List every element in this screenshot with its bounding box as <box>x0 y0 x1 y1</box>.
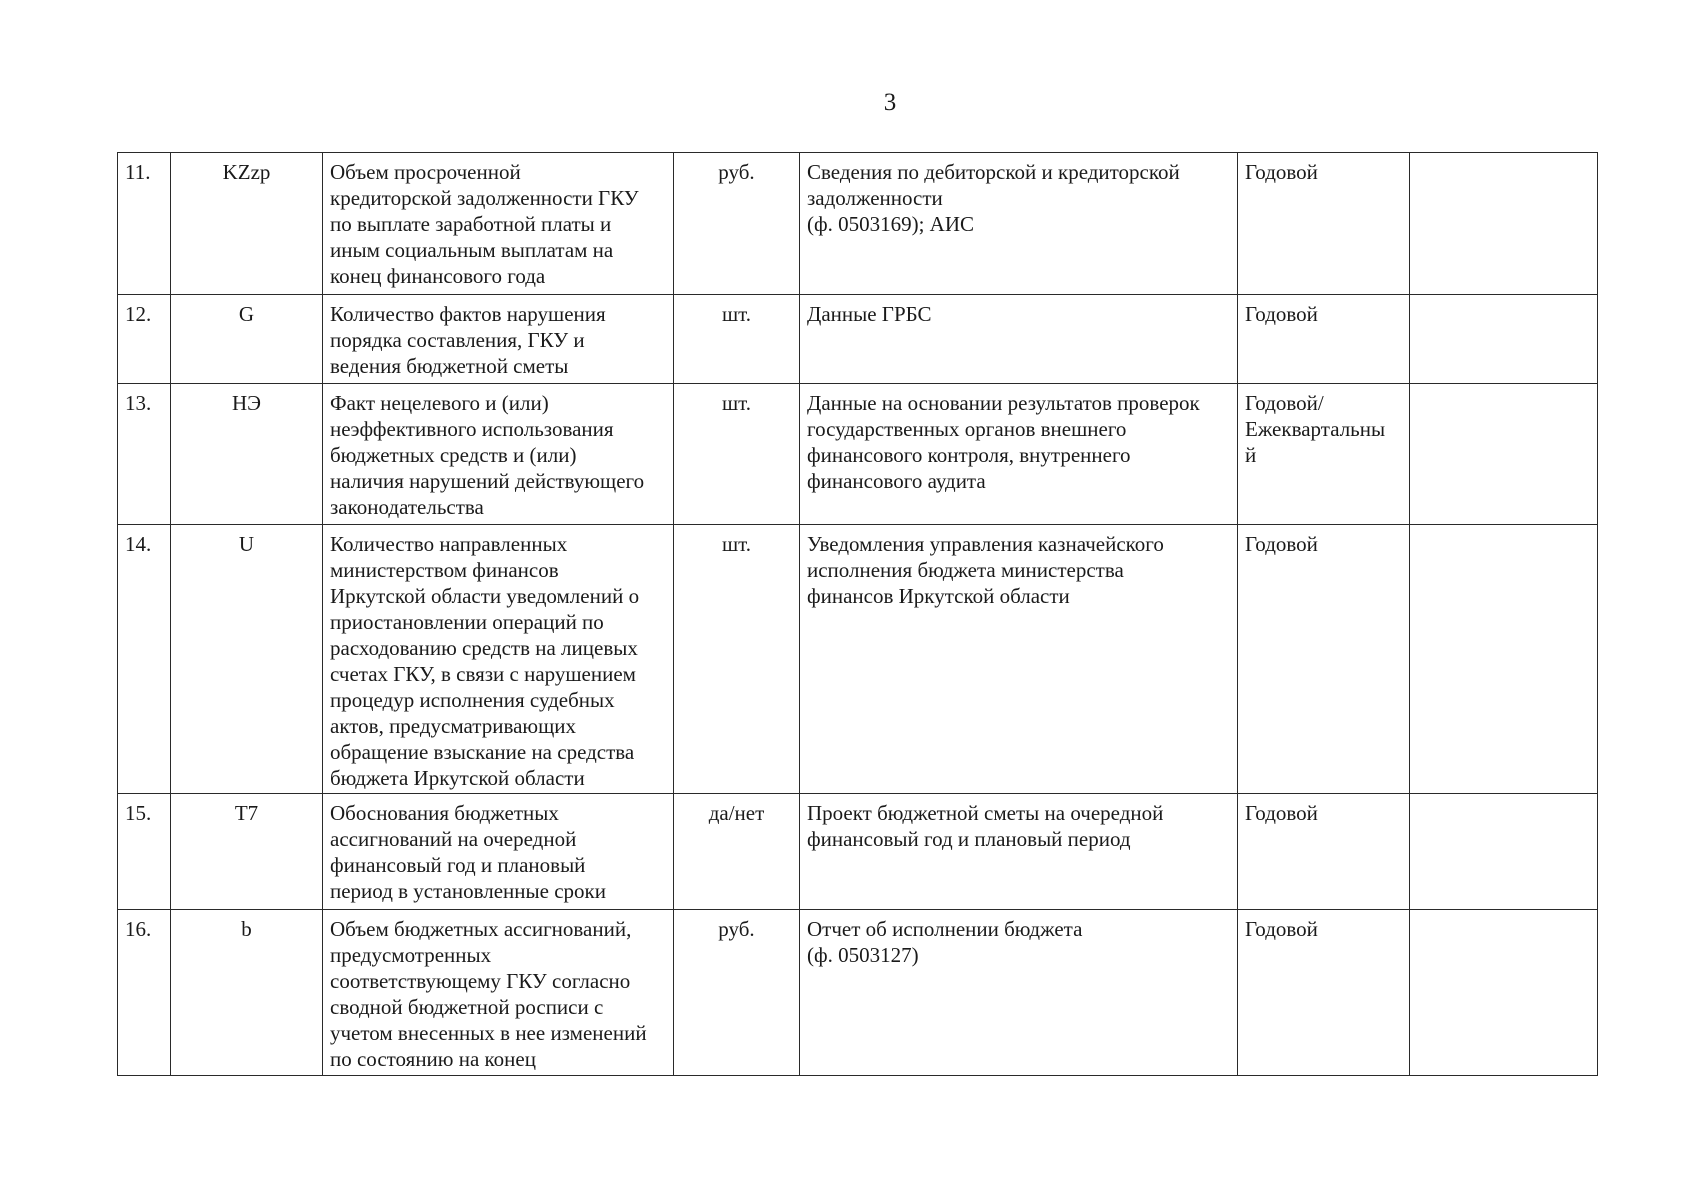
row-number: 14. <box>118 525 171 794</box>
description-text: Обоснования бюджетных ассигнований на очередной финансовый год и плановый период в установленные сроки <box>330 801 606 903</box>
row-number: 15. <box>118 794 171 910</box>
indicator-code: G <box>171 295 323 384</box>
periodicity <box>1238 295 1410 384</box>
row-number: 13. <box>118 384 171 525</box>
unit: да/нет <box>674 794 800 910</box>
data-source <box>800 295 1238 384</box>
period-text: Годовой <box>1245 532 1318 556</box>
table-row <box>118 295 1598 384</box>
data-source <box>800 384 1238 525</box>
row-number: 12. <box>118 295 171 384</box>
table-row <box>118 153 1598 295</box>
indicator-description <box>323 794 674 910</box>
table-row <box>118 525 1598 794</box>
periodicity <box>1238 910 1410 1076</box>
data-source <box>800 153 1238 295</box>
indicators-table <box>117 152 1598 1076</box>
data-source <box>800 794 1238 910</box>
indicator-code: U <box>171 525 323 794</box>
description-text: Количество фактов нарушения порядка составления, ГКУ и ведения бюджетной сметы <box>330 302 606 378</box>
row-number: 11. <box>118 153 171 295</box>
note-cell <box>1410 794 1598 910</box>
periodicity <box>1238 525 1410 794</box>
note-cell <box>1410 910 1598 1076</box>
indicator-description <box>323 525 674 794</box>
source-text: Данные ГРБС <box>807 302 932 326</box>
period-text: Годовой <box>1245 801 1318 825</box>
unit: шт. <box>674 525 800 794</box>
row-number: 16. <box>118 910 171 1076</box>
source-text: Уведомления управления казначейского исполнения бюджета министерства финансов Иркутской области <box>807 532 1164 608</box>
data-source <box>800 525 1238 794</box>
period-text: Годовой/ Ежеквартальны й <box>1245 391 1386 467</box>
description-text: Объем бюджетных ассигнований, предусмотренных соответствующему ГКУ согласно сводной бюджетной росписи с учетом внесенных в нее изменений по состоянию на конец <box>330 917 647 1071</box>
indicator-description <box>323 295 674 384</box>
indicator-description <box>323 153 674 295</box>
table-row <box>118 910 1598 1076</box>
indicator-code: b <box>171 910 323 1076</box>
periodicity <box>1238 794 1410 910</box>
periodicity <box>1238 384 1410 525</box>
description-text: Объем просроченной кредиторской задолженности ГКУ по выплате заработной платы и иным социальным выплатам на конец финансового года <box>330 160 639 288</box>
source-text: Данные на основании результатов проверок государственных органов внешнего финансового контроля, внутреннего финансового аудита <box>807 391 1200 493</box>
page-number: 3 <box>883 89 897 116</box>
description-text: Количество направленных министерством финансов Иркутской области уведомлений о приостановлении операций по расходованию средств на лицевых счетах ГКУ, в связи с нарушением процедур исполнения судебных актов, предусматривающих обращение взыскание на средства бюджета Иркутской области <box>330 532 640 790</box>
period-text: Годовой <box>1245 160 1318 184</box>
note-cell <box>1410 384 1598 525</box>
table-row <box>118 794 1598 910</box>
unit: шт. <box>674 384 800 525</box>
period-text: Годовой <box>1245 302 1318 326</box>
source-text: Сведения по дебиторской и кредиторской задолженности (ф. 0503169); АИС <box>807 160 1180 236</box>
indicator-description <box>323 384 674 525</box>
indicator-code: T7 <box>171 794 323 910</box>
description-text: Факт нецелевого и (или) неэффективного использования бюджетных средств и (или) наличия нарушений действующего законодательства <box>330 391 645 519</box>
indicator-code: НЭ <box>171 384 323 525</box>
unit: руб. <box>674 910 800 1076</box>
note-cell <box>1410 525 1598 794</box>
note-cell <box>1410 153 1598 295</box>
indicator-description <box>323 910 674 1076</box>
period-text: Годовой <box>1245 917 1318 941</box>
unit: шт. <box>674 295 800 384</box>
note-cell <box>1410 295 1598 384</box>
table-row <box>118 384 1598 525</box>
periodicity <box>1238 153 1410 295</box>
data-source <box>800 910 1238 1076</box>
source-text: Проект бюджетной сметы на очередной финансовый год и плановый период <box>807 801 1164 851</box>
unit: руб. <box>674 153 800 295</box>
source-text: Отчет об исполнении бюджета (ф. 0503127) <box>807 917 1083 967</box>
indicator-code: KZzp <box>171 153 323 295</box>
